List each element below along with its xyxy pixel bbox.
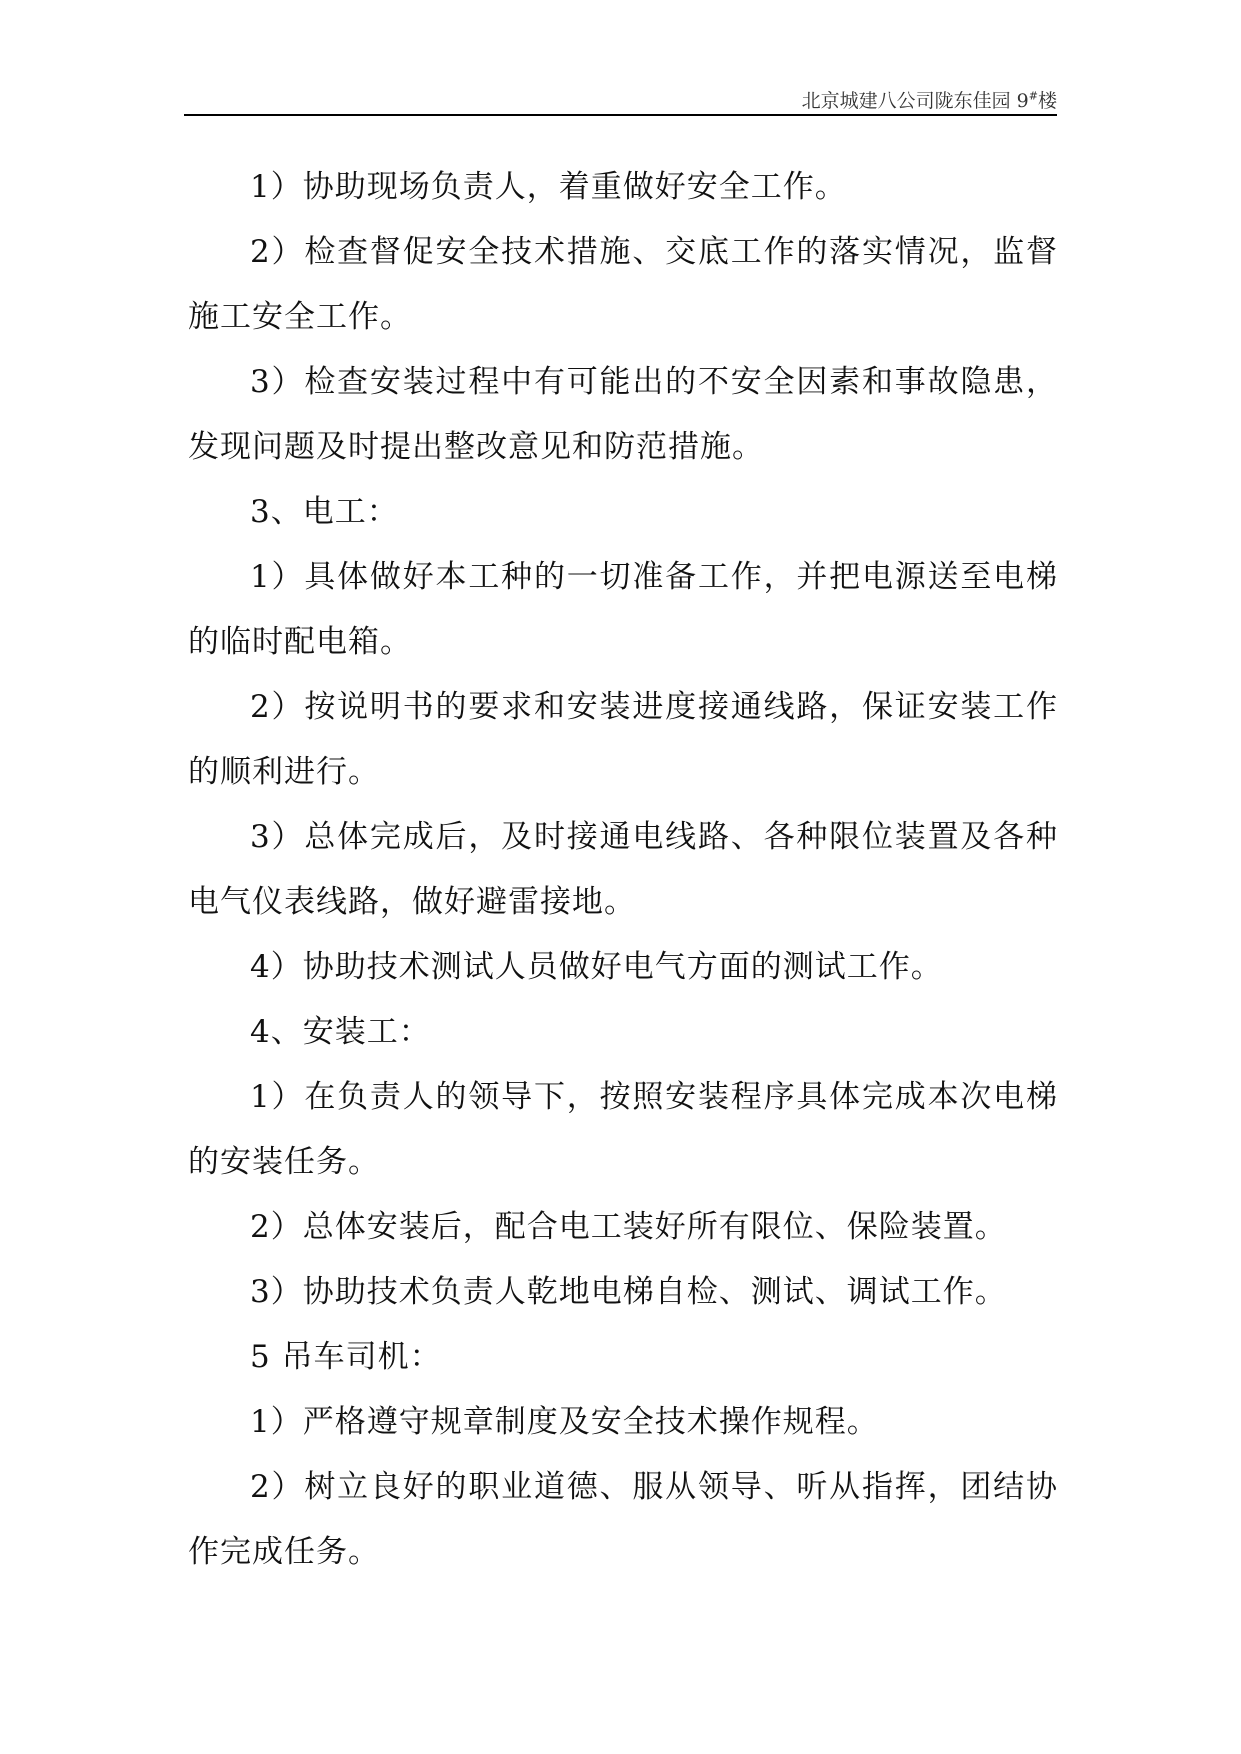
- section-heading: 4、安装工：: [250, 1014, 431, 1050]
- section-heading: 3、电工：: [250, 494, 399, 530]
- page-header: [802, 86, 1057, 113]
- header-divider: [184, 114, 1057, 116]
- header-text-main: 北京城建八公司陇东佳园 9: [801, 90, 1029, 112]
- paragraph: 2）检查督促安全技术措施、交底工作的落实情况，监督施工安全工作。: [188, 234, 1058, 335]
- paragraph: 3）检查安装过程中有可能出的不安全因素和事故隐患，发现问题及时提出整改意见和防范措施。: [188, 364, 1058, 465]
- paragraph: 2）按说明书的要求和安装进度接通线路，保证安装工作的顺利进行。: [188, 689, 1058, 790]
- section-heading: 5 吊车司机：: [250, 1339, 442, 1375]
- paragraph: 1）在负责人的领导下，按照安装程序具体完成本次电梯的安装任务。: [188, 1079, 1058, 1180]
- paragraph: 1）严格遵守规章制度及安全技术操作规程。: [250, 1404, 879, 1440]
- paragraph: 2）总体安装后，配合电工装好所有限位、保险装置。: [250, 1209, 1007, 1245]
- paragraph: 1）具体做好本工种的一切准备工作，并把电源送至电梯的临时配电箱。: [188, 559, 1058, 660]
- document-body: [188, 155, 1058, 1585]
- paragraph: 3）协助技术负责人乾地电梯自检、测试、调试工作。: [250, 1274, 1007, 1310]
- header-text-sup: #: [1028, 89, 1038, 103]
- paragraph: 4）协助技术测试人员做好电气方面的测试工作。: [250, 949, 943, 985]
- paragraph: 2）树立良好的职业道德、服从领导、听从指挥，团结协作完成任务。: [188, 1469, 1058, 1570]
- paragraph: 1）协助现场负责人，着重做好安全工作。: [250, 169, 847, 205]
- header-text-tail: 楼: [1037, 90, 1057, 112]
- paragraph: 3）总体完成后，及时接通电线路、各种限位装置及各种电气仪表线路，做好避雷接地。: [188, 819, 1058, 920]
